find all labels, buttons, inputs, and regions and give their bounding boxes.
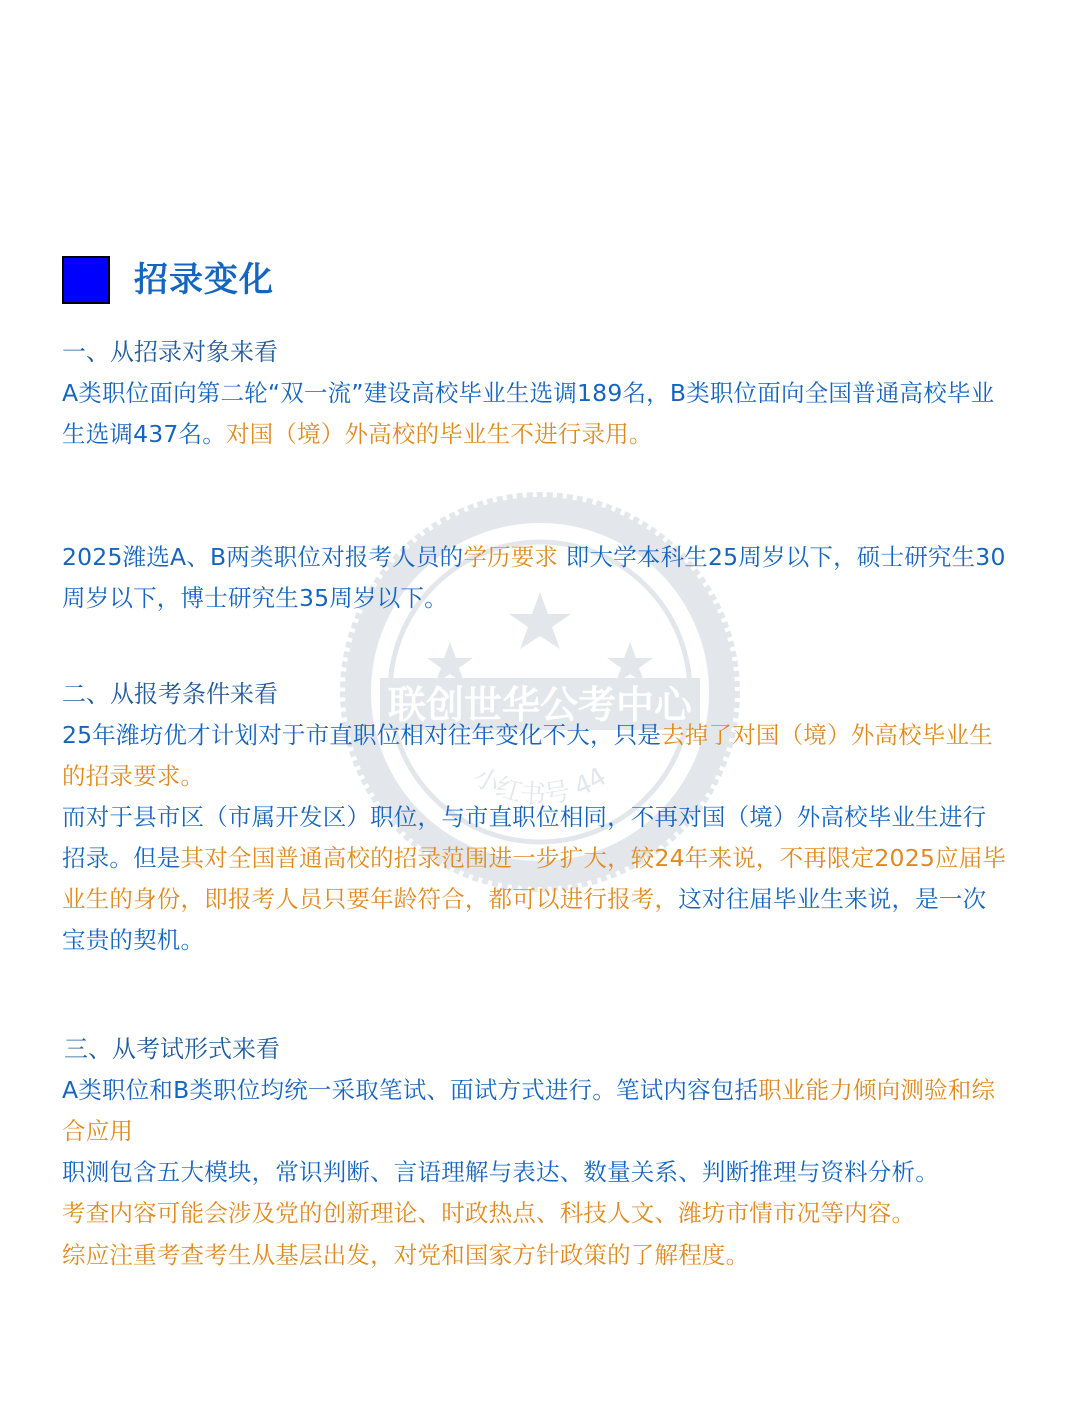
- section2-p2-text: 而对于县市区（市属开发区）职位，与市直职位相同，不再对国（境）外高校毕业生进行招录。但是: [62, 803, 987, 872]
- section1-paragraph1: [62, 373, 1002, 455]
- section1-p1-text: A类职位面向第二轮“双一流”建设高校毕业生选调189名，B类职位面向全国普通高校毕业生选调437名。: [62, 379, 995, 448]
- section3-paragraph4: [62, 1235, 1022, 1276]
- section3-paragraph3: [62, 1193, 1022, 1234]
- page-title: 招录变化: [134, 260, 274, 300]
- seal-star-right: [607, 642, 653, 684]
- section1-heading: 一、从招录对象来看: [62, 338, 278, 366]
- section2-p1-text: 25年潍坊优才计划对于市直职位相对往年变化不大，只是: [62, 721, 662, 749]
- section2-p1-highlight: 去掉了对国（境）外高校毕业生的招录要求。: [62, 721, 993, 790]
- section1-p2-text-b: 即大学本科生25周岁以下，硕士研究生30周岁以下，博士研究生35周岁以下。: [62, 543, 1006, 612]
- section3-paragraph2: [62, 1152, 1022, 1193]
- section2-heading: 二、从报考条件来看: [62, 680, 278, 708]
- section2-paragraph1: [62, 715, 1007, 797]
- title-square-icon: [62, 256, 110, 304]
- section1-p1-highlight: 对国（境）外高校的毕业生不进行录用。: [225, 420, 653, 448]
- section1-paragraph2: [62, 537, 1012, 619]
- watermark-subtext: 小红书号 44: [468, 761, 613, 811]
- section3-p3-highlight: 考查内容可能会涉及党的创新理论、时政热点、科技人文、潍坊市情市况等内容。: [62, 1199, 916, 1227]
- section3-p1-highlight: 职业能力倾向测验和综合应用: [62, 1076, 996, 1145]
- section3-paragraph1: [62, 1070, 1012, 1152]
- section2-paragraph2: [62, 797, 1007, 961]
- section2-p2-highlight: 其对全国普通高校的招录范围进一步扩大，较24年来说，不再限定2025应届毕业生的身份，即报考人员只要年龄符合，都可以进行报考，: [62, 844, 1007, 913]
- section2-p2-text-end: 这对往届毕业生来说，是一次宝贵的契机。: [62, 885, 987, 954]
- section1-p2-text-a: 2025潍选A、B两类职位对报考人员的: [62, 543, 464, 571]
- section3-heading: 三、从考试形式来看: [64, 1035, 280, 1063]
- section3-p2-text: 职测包含五大模块，常识判断、言语理解与表达、数量关系、判断推理与资料分析。: [62, 1158, 939, 1186]
- section3-p4-highlight: 综应注重考查考生从基层出发，对党和国家方针政策的了解程度。: [62, 1241, 750, 1269]
- section3-p1-text: A类职位和B类职位均统一采取笔试、面试方式进行。笔试内容包括: [62, 1076, 759, 1104]
- section1-p2-highlight: 学历要求: [463, 543, 559, 571]
- seal-star-left: [427, 642, 473, 684]
- watermark-text: 联创世华公考中心: [387, 683, 693, 727]
